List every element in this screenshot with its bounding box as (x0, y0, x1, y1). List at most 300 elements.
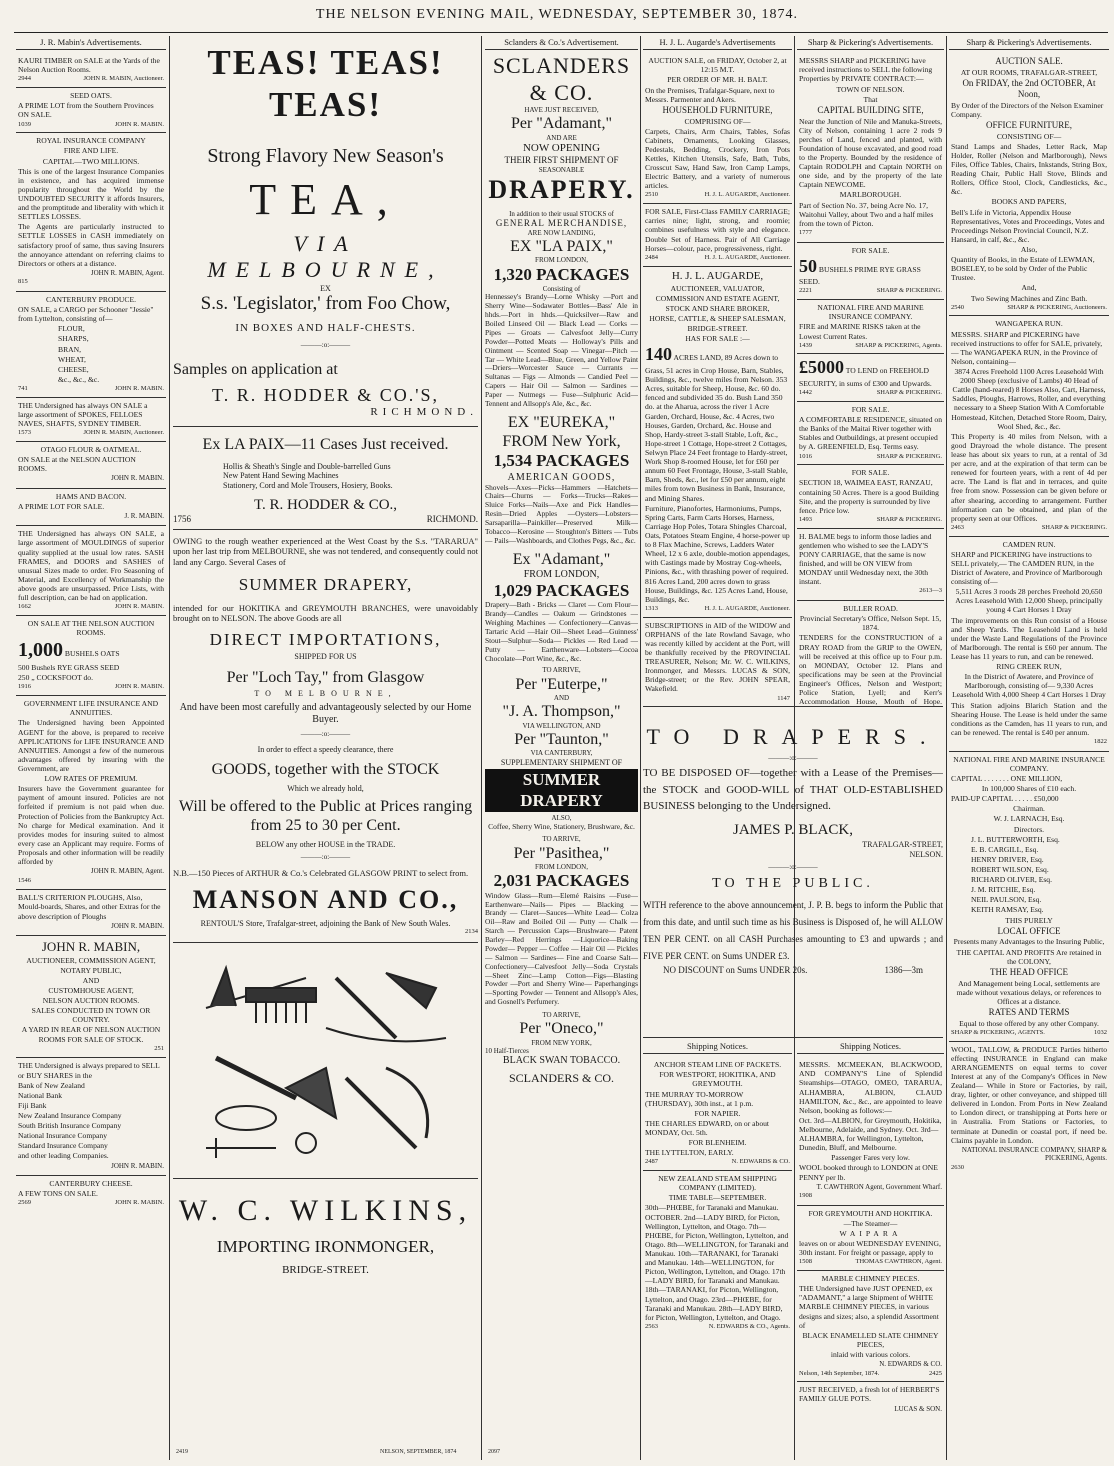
ad-headline: Will be offered to the Public at Prices ranging from 25 to 30 per Cent. (178, 798, 473, 835)
ad-text: 250 „ COCKSFOOT do. (18, 673, 93, 683)
ad-text: Quantity of Books, in the Estate of LEWMAN, BOSELEY, to be sold by Order of the Public Trustee. (951, 255, 1095, 283)
ad-number: 251 (154, 1044, 164, 1052)
masthead: THE NELSON EVENING MAIL, WEDNESDAY, SEPTEMBER 30, 1874. (315, 7, 799, 22)
ad-text: 500 Bushels RYE GRASS SEED (18, 663, 120, 673)
ad-pony-carriage (797, 529, 944, 601)
ad-text: COMMISSION AND ESTATE AGENT, (655, 293, 780, 303)
ad-teas (173, 42, 478, 427)
list-item: E. B. CARGILL, Esq. (971, 844, 1039, 854)
ad-text: This Station adjoins Blarich Station and the Shearing House. The Lease is held under the same conditions as the Camden, has 11 years to run, and can be renewed. The rental is £40 per annum. (951, 700, 1107, 737)
ad-headline: CAPITAL BUILDING SITE, (817, 104, 924, 115)
ad-text: FROM LONDON, (535, 256, 588, 265)
ad-text: THIS PURELY (1005, 915, 1053, 925)
ad-text: FROM New York, (502, 433, 621, 450)
ad-title: ANCHOR STEAM LINE OF PACKETS. (653, 1060, 782, 1070)
ad-canterbury-cheese (16, 1176, 166, 1211)
ad-text: SEASONABLE (538, 165, 585, 174)
ad-list: In the District of Awatere, and Province of Marlborough, consisting of— 9,330 Acres Leasehold With 4,000 Sheep 4 Cart Horses 1 Dray (952, 672, 1106, 700)
list-item: Fiji Bank (18, 1100, 47, 1110)
ad-text: The improvements on this Run consist of a House and Sheep Yards. The Leasehold Land is held under the Waste Land Regulations of the Province of Marlborough. The rental is £60 per annum. The Lease has 11 years to run, and can be renewed. (951, 615, 1107, 661)
ad-headline: DIRECT IMPORTATIONS, (209, 629, 442, 649)
ad-text: RICHMOND. (370, 406, 478, 419)
ad-list: Window Glass—Rum—Elemé Raisins —Fuse—Earthenware—Nails— Pipes — Blacking — Brandy — Claret—Sauces—White Lead— Colza Oil—Raw and Boiled Oil — Putty — Chalk — Starch — Percussion Caps—Brushware— Patent Barley—Red Herrings —Liquorice—Baking Powder— Pepper — Coffee — Hair Oil — Pickles — Salmon — Sardines— Fine and Coarse Salt—Confectionery—Calvesfoot Jelly—Soda Crystals—Sheet Zinc—Lamp Cotton—Figs—Blasting Powder —Port and Sherry Wine— Paperhangings—Sporting Powder — Tennent and Allsopp's Ales, and Gosnell's Perfumery. (485, 890, 638, 1007)
ad-ship-name: Ex "Adamant," (512, 550, 611, 568)
column-sclanders (485, 36, 638, 1460)
ad-text: Equal to those offered by any other Company. (959, 1018, 1099, 1028)
ad-text: FOR SALE, First-Class FAMILY CARRIAGE; carries nine; light, strong, and roomie; combines usefulness with style and elegance. Double Set of Harness. Pair of All Carriage Horses—colour, pace, progressiveness, right. (645, 207, 790, 253)
column-header: Sharp & Pickering's Advertisements. (797, 36, 944, 50)
ad-national-fire (797, 300, 944, 354)
ad-family-carriage (643, 204, 792, 266)
ad-royal-insurance (16, 133, 166, 292)
ad-text: In addition to their usual STOCKS of (509, 209, 614, 218)
ad-text: Insurers have the Government guarantee for payment of amount insured. Policies are not forfeited if premium is not paid when due. Protection of Policies from the Bankruptcy Act. No charge for Medical examination. And it provides modes for insuring suited to almost every case an Applicant may require. Forms of Proposals and other information will be readily afforded by (18, 784, 164, 867)
ad-number: 2484 (645, 253, 658, 261)
ad-text: BUSHELS PRIME RYE GRASS SEED. (799, 264, 921, 287)
ad-text: THE CHARLES EDWARD, on or about MONDAY, Oct. 5th. (645, 1118, 770, 1137)
ad-title: BULLER ROAD. (843, 604, 898, 614)
ad-text: SHIPPED FOR US (294, 652, 357, 661)
ad-text: JUST RECEIVED, a fresh lot of HERBERT'S FAMILY GLUE POTS. (799, 1385, 940, 1404)
list-item: South British Insurance Company (18, 1121, 122, 1131)
ad-number: 2613—3 (919, 587, 942, 595)
ad-headline: TO DRAPERS. (646, 724, 940, 749)
ad-list: Oct. 3rd—ALBION, for Greymouth, Hokitika, Melbourne, Adelaide, and Sydney. Oct. 3rd—ALHAMBRA, for Wellington, Lyttelton, Dunedin, Bluff, and Melbourne. (799, 1115, 942, 1153)
ad-signature: JOHN R. MABIN, Agent. (90, 867, 164, 876)
ad-title: SEED OATS. (70, 91, 112, 101)
ad-signature: JOHN R. MABIN, Auctioneer. (83, 429, 164, 437)
ad-text: On FRIDAY, the 2nd OCTOBER, At Noon, (962, 78, 1096, 99)
ad-text: THEIR FIRST SHIPMENT OF (504, 155, 619, 166)
ad-number: 1386—3m (884, 965, 923, 976)
list-item: New Patent Hand Sewing Machines (223, 471, 339, 481)
ad-text: VIA MELBOURNE, (207, 230, 444, 283)
list-item: National Insurance Company (18, 1131, 107, 1141)
ad-number: 2097 (488, 1449, 500, 1455)
ad-section-18 (797, 465, 944, 528)
ad-rye-grass (797, 243, 944, 301)
ad-text: CAPITAL . . . . . . . ONE MILLION, (951, 773, 1063, 783)
ad-number: 741 (18, 385, 28, 393)
ad-ship-name: Per "Oneco," (519, 1020, 604, 1038)
ad-text: AT OUR ROOMS, TRAFALGAR-STREET, (960, 67, 1098, 77)
column-mabin (16, 36, 166, 1460)
ad-text: HORSE, CATTLE, & SHEEP SALESMAN, (649, 314, 786, 324)
ad-text: SHARP and PICKERING have instructions to SELL privately,— The CAMDEN RUN, in the District of Awatere, and Province of Marlborough consisting of— (951, 549, 1103, 587)
ad-shares (16, 1058, 166, 1175)
ad-number: 1546 (18, 876, 31, 884)
ad-subtitle: FIRE AND LIFE. (63, 146, 119, 156)
ad-signature: SHARP & PICKERING. (876, 452, 942, 460)
ad-signature: NATIONAL INSURANCE COMPANY, SHARP & PICKERING, Agents. (961, 1145, 1107, 1163)
ad-number: 1439 (799, 341, 812, 349)
ad-signature: JOHN R. MABIN, Agent. (90, 268, 164, 277)
ad-signature: JOHN R. MABIN. (111, 921, 164, 930)
ad-auction-furniture (643, 53, 792, 204)
ad-ship-name: EX "LA PAIX," (510, 238, 613, 256)
ad-text: And have been most carefully and advantageously selected by our Home Buyer. (179, 702, 472, 726)
ad-text: RENTOUL'S Store, Trafalgar-street, adjoining the Bank of New South Wales. (200, 918, 451, 928)
ad-signature: H. J. L. AUGARDE, Auctioneer. (704, 253, 790, 261)
column-shipping-2 (797, 1040, 944, 1460)
ad-text: Coffee, Sherry Wine, Stationery, Brushware, &c. (488, 822, 635, 832)
ad-text: AUCTIONEER, COMMISSION AGENT, (26, 955, 156, 965)
ad-text: H. BALME begs to inform those ladies and gentlemen who wished to see the LADY'S PONY CARRIAGE, that the same is now finished, and will be ON VIEW from MONDAY until Wednesday next, the 30th instant. (799, 531, 932, 587)
list-item: Standard Insurance Company (18, 1141, 108, 1151)
ad-text: Which we already hold, (287, 783, 364, 793)
ad-augarde-card (643, 267, 792, 618)
ad-government-life (16, 696, 166, 890)
ad-title: CANTERBURY PRODUCE. (45, 295, 136, 305)
ad-text: Consisting of (542, 285, 581, 294)
ad-wilkins (173, 1179, 478, 1277)
ad-text: Samples on application at (173, 360, 338, 378)
ad-headline: DRAPERY. (488, 175, 635, 205)
ad-signature: JOHN R. MABIN. (114, 1199, 164, 1207)
ad-number: 815 (18, 278, 28, 286)
ornament-divider: ———:o:——— (768, 753, 818, 762)
ad-text: —The Steamer— (843, 1218, 898, 1228)
ad-headline: Ex LA PAIX—11 Cases Just received. (202, 435, 449, 453)
ad-seed-oats (16, 88, 166, 133)
page-footer: NELSON, SEPTEMBER, 1874 (380, 1449, 457, 1455)
ad-number: 1493 (799, 515, 812, 523)
ad-text: Passenger Fares very low. (831, 1153, 910, 1163)
ad-packages: 2,031 PACKAGES (493, 871, 630, 891)
ad-title: CAMDEN RUN. (1002, 539, 1056, 549)
ad-signature: N. EDWARDS & CO., Agents. (708, 1322, 790, 1330)
ad-signature: H. J. L. AUGARDE, Auctioneer. (704, 191, 790, 199)
column-hodder-manson (173, 36, 478, 1460)
ad-text: This is one of the largest Insurance Companies in existence, and has acquired immense popularity throughout the World by the UNDOUBTED SECURITY it affords Insurers, and the promptitude and liberality with which it SETTLES LOSSES. (18, 166, 164, 222)
ad-ship-name: Per "Taunton," (514, 730, 609, 748)
ad-text: Chairman. (1013, 804, 1045, 814)
list-item: KEITH RAMSAY, Esq. (971, 905, 1044, 915)
ad-list: Furniture, Pianofortes, Harmoniums, Pumps, Spring Carts, Farm Carts Horses, Harness, Carriage Hop Poles, Totara Shingles Charcoal, Oats, Potatoes Steam Engine, 4 horse-power up to 8 Flax Machine, Screws, Ladders Water Wheel, 12 x 6 axle, double-motion appendages, with Castings made by Mostray Cog-wheels, Pinions, &c., with thrashing power of required. 816 Acres Land, 200 acres down to grass House, Buildings, &c. 125 Acres Land, House, Buildings, &c. (645, 503, 790, 604)
ad-otago-flour (16, 442, 166, 489)
ad-title: ROYAL INSURANCE COMPANY (36, 136, 146, 146)
column-rule (640, 36, 641, 1460)
ad-text: MESSRS SHARP and PICKERING have received instructions to SELL the following Properties by PRIVATE CONTRACT:— (799, 56, 933, 84)
ad-text: FROM LONDON, (535, 862, 588, 871)
ad-number: 1756 (173, 514, 191, 525)
ad-text: BUSHELS OATS (64, 649, 120, 659)
ad-text: NOW OPENING (522, 141, 601, 154)
ad-nz-steam (643, 1171, 792, 1335)
ad-title: JOHN R. MABIN, (41, 939, 141, 955)
ad-marble-chimney (797, 1271, 944, 1382)
ad-text: intended for our HOKITIKA and GREYMOUTH BRANCHES, were unavoidably brought on to NELSON. The above Goods are all (173, 603, 478, 624)
ornament-divider: ———:o:——— (300, 341, 351, 350)
ad-number: 2463 (951, 523, 964, 531)
ad-text: TO ARRIVE, (542, 666, 581, 675)
ad-text: T. R. HODDER & CO., (253, 497, 398, 514)
ad-number: 2630 (951, 1163, 964, 1171)
ad-text: SUBSCRIPTIONS in AID of the WIDOW and ORPHANS of the late Rowland Savage, who was recently killed by accident at the Port, will be thankfully received by the PROVINCIAL TREASURER, Nelson; Mr. W. C. WILKINS, Ironmonger, and Messrs. LUCAS & SON, Bridge-street; or the Rev. JOHN SPEAR, Wakefield. (645, 620, 790, 694)
ad-number: 1039 (18, 120, 31, 128)
ad-headline: TEAS! TEAS! TEAS! (207, 43, 444, 124)
ad-packages: 1,029 PACKAGES (493, 580, 630, 600)
ad-text: Strong Flavory New Season's (207, 145, 444, 167)
ad-buller-road (797, 601, 944, 706)
ad-title: FOR GREYMOUTH AND HOKITIKA. (808, 1208, 933, 1218)
ad-number: 1662 (18, 603, 31, 611)
ad-text: ALSO, (551, 813, 572, 822)
ad-text: THE LYTTELTON, EARLY. (645, 1148, 734, 1158)
ad-text: VIA CANTERBURY, (530, 749, 593, 758)
ad-title: ON SALE AT THE NELSON AUCTION ROOMS. (27, 618, 155, 638)
ad-text: Also, (1020, 245, 1038, 255)
ad-text: TO ARRIVE, (542, 835, 581, 844)
list-item: FLOUR, (58, 324, 85, 334)
list-item: Hollis & Sheath's Single and Double-barrelled Guns (223, 461, 391, 471)
ad-text: And, (1021, 283, 1037, 293)
ad-text: EX (320, 283, 331, 293)
ad-headline: TEA, (249, 175, 402, 224)
ad-number: 2419 (176, 1449, 188, 1455)
ad-number: 1442 (799, 389, 812, 397)
ad-text: By Order of the Directors of the Nelson Examiner Company. (951, 100, 1104, 119)
ad-signature: JOHN R. MABIN. (114, 385, 164, 393)
ad-text: Two Sewing Machines and Zinc Bath. (970, 293, 1088, 303)
ad-text: ON SALE at the NELSON AUCTION ROOMS. (18, 455, 136, 474)
ad-list: ACRES LAND, 89 Acres down to Grass, 51 acres in Crop House, Barn, Stables, Buildings, &c., twelve miles from Nelson. 353 Acres, suitable for Sheep, House, &c. 60 do. fenced and subdivided 35 do. Bush Land 350 do. at the Aharua, across the river 1 Acre Garden, Orchard, House, &c. 4 Acres, two Houses, Garden, Orchard, &c. House and Shop, Hardy-street 3-stall Stable, Loft, &c., Hope-street 1 Cottage, Hope-street 2 Cottages, Selwyn Place 24 Feet frontage to Hardy-street, Work Shop 8-roomed House, let for £60 per annum 60 Feet Frontage, House, 3-stall Stable, Barn, Sheds, &c., let for £50 per annum, eight miles from town Business in Bank, Insurance, and Mining Shares. (645, 353, 788, 503)
ad-text: This Property is 40 miles from Nelson, with a good Drayroad the whole distance. The present lease has about six years to run, at a rental of 3d per acre, and at the expiration of that term can be renewed for fourteen years, with a rent of 4d per acre. The Land is flat and in terraces, and quite free from snow. Possession can be given before or after shearing, according to arrangement. Further information can be obtained, and plan of the property seen at our Offices. (951, 431, 1107, 523)
ad-text: COMPRISING OF— (684, 116, 751, 126)
ad-text: N.B.—150 Pieces of ARTHUR & Co.'s Celebrated GLASGOW PRINT to select from. (173, 867, 469, 878)
ad-la-paix (173, 427, 478, 531)
ad-number: 1508 (799, 1258, 812, 1266)
ad-office-furniture (949, 53, 1109, 316)
ad-ship-name: Per "Euterpe," (515, 675, 608, 693)
ad-big-number: 50 (799, 255, 817, 276)
ad-to-drapers (643, 706, 943, 1038)
ad-text: THE CAPITAL AND PROFITS Are retained in the COLONY, (956, 947, 1102, 966)
ad-subscriptions (643, 618, 792, 706)
ad-text: STOCK AND SHARE BROKER, (665, 303, 770, 313)
ad-text: THE Undersigned is always prepared to SELL or BUY SHARES in the (18, 1061, 160, 1080)
ad-big-number: 140 (645, 344, 672, 365)
ad-number: 1908 (799, 1192, 812, 1199)
ad-subtitle: BOOKS AND PAPERS, (991, 197, 1067, 207)
ad-title: AUCTION SALE, on FRIDAY, October 2, at 12:15 M.T. (648, 56, 787, 75)
ad-title: NATIONAL FIRE AND MARINE INSURANCE COMPANY. (953, 754, 1105, 773)
ad-number: 1822 (1094, 737, 1107, 745)
ad-residence (797, 402, 944, 465)
ad-mcmeekan (797, 1057, 944, 1206)
ad-number: 1032 (1094, 1028, 1107, 1036)
ad-text: SUPPLEMENTARY SHIPMENT OF (500, 757, 623, 767)
ad-signature: J. R. MABIN. (124, 511, 164, 520)
ad-title: FOR SALE. (851, 404, 890, 414)
ad-text: A FEW TONS ON SALE. (18, 1189, 98, 1199)
ad-signature: JOHN R. MABIN. (111, 1161, 164, 1170)
ad-text: FIRE and MARINE RISKS taken at the Lowest Current Rates. (799, 322, 921, 341)
ad-list: Hennessey's Brandy—Lorne Whisky —Port and Sherry Wine—Sodawater Bottles—Bass' Ale in hhds.—Port in hhds.—Quicksilver—Raw and Boiled Linseed Oil — Black Lead — Corks — Pipes — Groats — Calvesfoot Jelly—Curry Powder—Potted Meats — Holloway's Pills and Ointment — Scented Soap — Vinegar—Pitch — Tar — White Lead—Blue, Green, and Yellow Paint—Driers—Worcester Sauce — Currants — Sultanas — Figs — Almonds — Candied Peel — Capers — Hair Oil — Salmon — Sardines — Paper — Nutmegs — Fuse—Sulphuric Acid—Tennent and Allsopp's Ale, &c., &c. (485, 292, 638, 408)
ad-number: 2487 (645, 1158, 658, 1166)
ad-signature: THOMAS CAWTHRON, Agent. (855, 1258, 942, 1266)
ad-text: THE MURRAY TO-MORROW (THURSDAY), 30th inst., at 1 p.m. (645, 1089, 754, 1108)
ad-title: NATIONAL FIRE AND MARINE INSURANCE COMPANY. (817, 303, 924, 322)
ad-text: THE Undersigned has always ON SALE a large assortment of SPOKES, FELLOES NAVES, SHAFTS, SYDNEY TIMBER. (18, 400, 148, 429)
ad-text: AND ARE (546, 133, 577, 142)
ad-text: TO LEND on FREEHOLD SECURITY, in sums of £300 and Upwards. (799, 366, 932, 389)
ad-packages: 1,320 PACKAGES (493, 264, 630, 284)
ad-text: BELOW any other HOUSE in the TRADE. (255, 839, 396, 849)
ad-big-number: £5000 (799, 357, 844, 378)
ad-text: BLACK SWAN TOBACCO. (502, 1055, 621, 1067)
ad-text: WOOL booked through to LONDON at ONE PENNY per lb. (799, 1163, 938, 1182)
ad-ship-name: WAIPARA (839, 1229, 902, 1239)
ad-signature: SHARP & PICKERING, Agents. (855, 341, 942, 349)
ad-text: IMPORTING IRONMONGER, (216, 1237, 435, 1257)
list-item: CHEESE, (58, 364, 89, 374)
ad-text: VIA WELLINGTON, AND (522, 721, 601, 730)
column-rule (481, 36, 482, 1460)
ad-title: CANTERBURY CHEESE. (49, 1178, 133, 1188)
ad-text: ON SALE, a CARGO per Schooner "Jessie" from Lyttelton, consisting of— (18, 305, 154, 324)
ad-number: 2944 (18, 75, 31, 83)
list-item: and other leading Companies. (18, 1151, 109, 1161)
ad-headline: HOUSEHOLD FURNITURE, (662, 104, 773, 115)
ad-text: CUSTOMHOUSE AGENT, (48, 985, 134, 995)
ad-text: Part of Section No. 37, being Acre No. 17, Waitohui Valley, about Two and a half miles from the town of Picton. (799, 200, 934, 228)
ad-number: 1916 (18, 683, 31, 691)
ad-number: 1777 (799, 228, 812, 236)
ad-text: In 100,000 Shares of £10 each. (981, 784, 1077, 794)
ad-text: Bell's Life in Victoria, Appendix House Representatives, Votes and Proceedings, Votes and Proceedings Nelson Provincial Council, N.Z. Hansard, in calf, &c., &c. (951, 207, 1105, 244)
column-shipping-1 (643, 1040, 792, 1460)
ad-title: WANGAPEKA RUN. (995, 319, 1063, 329)
ad-glue-pots (797, 1382, 944, 1418)
ad-list: 30th—PHŒBE, for Taranaki and Manukau. OCTOBER. 2nd—LADY BIRD, for Picton, Wellington, Lyttelton, and Otago. 7th—PHŒBE, for Picton, Wellington, Lyttelton, and Otago. 8th—WELLINGTON, for Taranaki and Manukau. 10th—TARANAKI, for Taranaki and Manukau. 14th—WELLINGTON, for Picton, Wellington, Lyttelton, and Otago. 17th—LADY BIRD, for Taranaki and Manukau. 18th—TARANAKI, for Picton, Wellington, Lyttelton, and Otago. 23rd—PHŒBE, for Taranaki and Manukau. 28th—LADY BIRD, for Picton, Wellington, Lyttelton, and Otago. (645, 1203, 789, 1322)
list-item: Stationery, Cord and Mole Trousers, Hosiery, Books. (223, 480, 393, 490)
ad-lend-5000 (797, 354, 944, 402)
ad-text: BALL'S CRITERION PLOUGHS, Also, Mould-boards, Shares, and other Extras for the above description of Ploughs (18, 893, 161, 921)
ad-subtitle: LOW RATES OF PREMIUM. (44, 774, 138, 784)
ad-signature: LUCAS & SON. (894, 1404, 942, 1413)
ad-text: MESSRS. MCMEEKAN, BLACKWOOD, AND COMPANY'S Line of Splendid Steamships—OTAGO, OMEO, TARARUA, ALHAMBRA, ALBION, CLAUD HAMILTON, &c., &c., are appointed to leave Nelson, booking as follows:— (799, 1060, 942, 1115)
ad-title: FOR SALE. (851, 245, 890, 255)
column-rule (946, 36, 947, 1460)
list-item: BRAN, (58, 344, 81, 354)
ad-number: 2540 (951, 303, 964, 311)
masthead-rule (14, 32, 1108, 33)
ad-text: GENERAL MERCHANDISE, (495, 217, 628, 228)
ad-text: And Management being Local, settlements are made without vexatious delays, or references to Offices at a distance. (956, 978, 1102, 1006)
ad-signature: N. EDWARDS & CO. (879, 1360, 942, 1369)
ad-title: OTAGO FLOUR & OATMEAL. (40, 444, 142, 454)
ad-title: NEW ZEALAND STEAM SHIPPING COMPANY (LIMITED). (658, 1174, 777, 1193)
ad-text: IN BOXES AND HALF-CHESTS. (235, 321, 416, 334)
ad-signature: JOHN R. MABIN, Auctioneer. (83, 75, 164, 83)
ad-subtitle: TIME TABLE—SEPTEMBER. (668, 1193, 767, 1203)
ad-headline: TO THE PUBLIC. (712, 876, 874, 892)
ad-headline: MANSON AND CO., (192, 884, 459, 914)
ad-text: Per "Loch Tay," from Glasgow (226, 668, 425, 686)
ad-hams-bacon (16, 489, 166, 527)
ad-national-insurance (949, 752, 1109, 1042)
ad-subtitle: MARLBOROUGH. (839, 190, 902, 200)
ad-anchor-line (643, 1057, 792, 1171)
ad-subtitle: FOR NAPIER. (694, 1108, 741, 1118)
ad-list: Drapery—Bath - Bricks — Claret — Corn Flour—Brandy—Candles — Oakum — Grindstones — Weighing Machines — Confectionery—Canvas—Tartaric Acid —Hair Oil—Sheet Lead—Guinness' Stout—Sulphur—Soda— Pickles — Red Lead — Putty — Earthenware—Lobsters—Cocoa Chocolate—Port Wine, &c., &c. (485, 600, 638, 663)
ad-number: 2563 (645, 1322, 658, 1330)
ad-text: SECTION 18, WAIMEA EAST, RANZAU, containing 50 Acres. There is a good Building Site, and the property is surrounded by live fence. Price low. (799, 478, 939, 515)
ad-manson (173, 530, 478, 943)
ad-signature: N. EDWARDS & CO. (731, 1158, 790, 1166)
ad-text: TO MELBOURNE, (254, 688, 397, 698)
ad-list: 3874 Acres Freehold 1100 Acres Leasehold With 2000 Sheep (exclusive of Lambs) 40 Head of Cattle (hand-reared) 8 Horses Also, Cart, Harness, Saddles, Ploughs, Harrows, Roller, and everything necessary to a Sheep Station With A Comfortable Homestead, Kitchen, Detached Store Room, Dairy, Wool Shed, &c., &c. (951, 367, 1107, 431)
ad-number: 1313 (645, 604, 658, 612)
ad-title: HAMS AND BACON. (55, 491, 127, 501)
ad-ploughs (16, 890, 166, 936)
ad-text: On the Premises, Trafalgar-Square, next to Messrs. Parmenter and Akers. (645, 85, 775, 104)
ad-headline: OFFICE FURNITURE, (985, 119, 1072, 130)
ad-text: A YARD IN REAR OF NELSON AUCTION ROOMS FOR SALE OF STOCK. (21, 1025, 161, 1044)
ad-text: Presents many Advantages to the Insuring Public, (953, 937, 1105, 947)
ad-text: NO DISCOUNT on Sums UNDER 20s. (663, 965, 808, 976)
ad-text: TENDERS for the CONSTRUCTION of a DRAY ROAD from the GRIP to the OWEN, will be received at this office up to Four p.m. on MONDAY, October 12. Plans and specifications may be seen at the Provincial Engineer's Offices, Nelson and Westport; Police Station, Lyell; and Kerr's Accommodation House, Mouth of Hope. (799, 633, 942, 706)
ad-mouldings (16, 526, 166, 616)
ad-title: FOR SALE. (851, 468, 890, 478)
ad-text: WITH reference to the above announcement, J. P. B. begs to inform the Public that from this date, and until such time as his Business is Disposed of, he will ALLOW TEN PER CENT. on all CASH Purchases amounting to £3 and upwards ; and FIVE PER CENT. on Sums UNDER £3. (643, 899, 943, 962)
ad-text: PER ORDER OF MR. H. BALT. (667, 75, 768, 85)
ad-signature: SHARP & PICKERING, AGENTS. (951, 1028, 1045, 1036)
ad-text: A PRIME LOT FOR SALE. (18, 501, 105, 511)
ad-text: TO BE DISPOSED OF—together with a Lease of the Premises—the STOCK and GOOD-WILL of THAT OLD-ESTABLISHED BUSINESS belonging to the Undersigned. (643, 767, 943, 813)
ad-subtitle: THE HEAD OFFICE (990, 966, 1068, 977)
ad-text: RICHMOND. (426, 514, 478, 525)
ad-number: 2510 (645, 191, 658, 199)
column-sharp-pickering-1 (797, 36, 944, 706)
ad-text: ARE NOW LANDING, (527, 228, 596, 237)
ad-subtitle: FOR BLENHEIM. (688, 1138, 747, 1148)
ad-text: Provincial Secretary's Office, Nelson Sept. 15, 1874. (799, 614, 942, 633)
ornament-divider: ———:o:——— (300, 730, 351, 739)
ad-signature: T. CAWTHRON Agent, Government Wharf. (816, 1182, 942, 1191)
list-item: NEIL PAULSON, Esq. (971, 895, 1042, 905)
ad-signature: H. J. L. AUGARDE, Auctioneer. (704, 604, 790, 612)
ad-text: T. R. HODDER & CO.'S, (212, 384, 439, 405)
ad-signature: SHARP & PICKERING. (876, 515, 942, 523)
ad-subtitle: CAPITAL—TWO MILLIONS. (42, 156, 140, 166)
ad-headline: SCLANDERS & CO. (492, 53, 631, 105)
ad-packages: 1,534 PACKAGES (493, 451, 630, 471)
ad-text: leaves on or about WEDNESDAY EVENING, 30th instant. For freight or passage, apply to (799, 1239, 941, 1258)
ad-number: 2569 (18, 1199, 31, 1207)
ad-subtitle: TOWN OF NELSON. (836, 84, 905, 94)
ad-title: H. J. L. AUGARDE, (671, 269, 764, 282)
ad-text: BRIDGE-STREET. (687, 324, 748, 334)
ad-text: FROM NEW YORK, (531, 1038, 592, 1047)
ad-headline: W. C. WILKINS, (178, 1194, 473, 1228)
ad-text: WOOL, TALLOW, & PRODUCE Parties hitherto effecting INSURANCE in England can make ARRANGEMENTS on equal terms to cover Interest at any of the Company's Offices in New Zealand— While in Store or Factories, by rail, dray, lighter, or other conveyance, and shipped till delivered in London. From Ports in New Zealand to London direct, or transhipping at Ports here or in Australia. From Stations or Factories, to terminate at Dunedin or coastal port, if need be. Claims payable in London. (951, 1044, 1107, 1145)
tools-illustration (186, 948, 466, 1173)
list-item: National Bank (18, 1090, 63, 1100)
ad-oats-sale (16, 616, 166, 696)
column-sharp-pickering-2 (949, 36, 1109, 1460)
ad-ship-name: EX "EUREKA," (507, 413, 616, 431)
column-rule (169, 36, 170, 1460)
ornament-divider: ———:o:——— (768, 862, 818, 871)
ad-text: AND (553, 693, 570, 702)
ad-waipara (797, 1206, 944, 1271)
list-item: WHEAT, (58, 354, 86, 364)
ad-text: HAVE JUST RECEIVED, (524, 105, 599, 114)
column-header: J. R. Mabin's Advertisements. (16, 36, 166, 50)
ad-list: Shovels—Axes—Picks—Hammers —Hatchets—Chairs—Churns — Forks—Trucks—Rakes—Sluice Forks—Nails—Axe and Pick Handles—Resin—Dried Apples —Oysters—Lobsters—Sarsaparilla—Painkiller—Preserved Milk—Tobacco—Kerosine — Stoughton's Bitters — Tubs — Pails—Washboards, and Clothes Pegs, &c., &c. (485, 482, 638, 545)
